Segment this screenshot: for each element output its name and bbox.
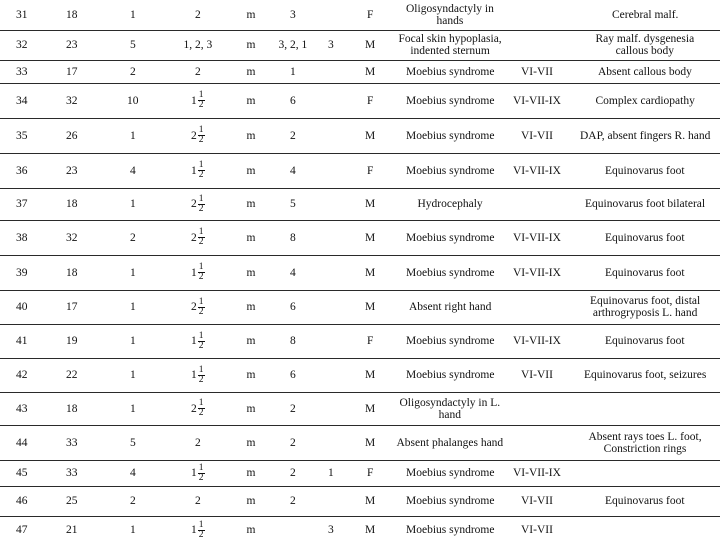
cell-c4 <box>191 521 205 540</box>
cell-c9: Focal skin hypoplasia, indented sternum <box>398 33 502 57</box>
cell-c6: 2 <box>290 436 296 449</box>
cell-c10: VI-VII <box>521 129 553 142</box>
row-divider <box>0 255 720 256</box>
cell-c8: M <box>365 198 376 210</box>
cell-c9: Hydrocephaly <box>417 198 483 210</box>
cell-c11: Equinovarus foot bilateral <box>585 198 706 210</box>
cell-c8: M <box>365 65 376 78</box>
cell-c2: 17 <box>66 65 78 78</box>
cell-c4: 2 <box>195 65 201 78</box>
cell-c9: Moebius syndrome <box>406 129 495 142</box>
cell-c2: 22 <box>66 369 78 381</box>
row-divider <box>0 425 720 426</box>
cell-c10: VI-VII <box>521 65 553 78</box>
cell-c2: 19 <box>66 335 78 347</box>
cell-c3: 2 <box>130 65 136 78</box>
cell-c3: 2 <box>130 231 136 244</box>
cell-c2: 26 <box>66 129 78 142</box>
cell-c11: Equinovarus foot <box>605 164 685 177</box>
cell-c3: 1 <box>130 524 136 536</box>
row-divider <box>0 290 720 291</box>
cell-c3: 4 <box>130 164 136 177</box>
row-divider <box>0 30 720 31</box>
cell-id: 34 <box>16 94 28 107</box>
cell-c5: m <box>246 9 256 21</box>
cell-c11: Equinovarus foot <box>605 231 685 244</box>
cell-c11: Cerebral malf. <box>612 9 679 21</box>
cell-c4 <box>191 195 205 214</box>
cell-c11: Complex cardiopathy <box>595 94 695 107</box>
cell-c6: 8 <box>290 335 296 347</box>
cell-c11: Equinovarus foot, seizures <box>584 369 707 381</box>
cell-c2: 32 <box>66 231 78 244</box>
cell-c11: Equinovarus foot <box>605 335 685 347</box>
cell-c3: 1 <box>130 266 136 279</box>
cell-c3: 1 <box>130 198 136 210</box>
cell-c4 <box>191 126 205 145</box>
cell-c7: 3 <box>328 39 334 51</box>
cell-c10: VI-VII-IX <box>513 335 561 347</box>
cell-c9: Moebius syndrome <box>406 266 495 279</box>
row-divider <box>0 118 720 119</box>
row-divider <box>0 460 720 461</box>
row-divider <box>0 392 720 393</box>
cell-c8: M <box>365 301 376 313</box>
cell-c11: Equinovarus foot, distal arthrogryposis L. hand <box>590 295 701 319</box>
cell-c9: Moebius syndrome <box>406 231 495 244</box>
mixed-fraction: 2 $\frac{1}{2}$ <box>191 398 204 418</box>
cell-c11: Equinovarus foot <box>605 266 685 279</box>
cell-c6: 5 <box>290 198 296 210</box>
mixed-fraction: 2 $\frac{1}{2}$ <box>191 296 204 317</box>
cell-c9: Moebius syndrome <box>406 524 495 536</box>
cell-c8: F <box>367 94 374 107</box>
cell-c10: VI-VII <box>521 495 553 507</box>
cell-c3: 1 <box>130 9 136 21</box>
cell-c4 <box>191 298 205 317</box>
cell-c11: DAP, absent fingers R. hand <box>580 129 711 142</box>
cell-c2: 33 <box>66 436 78 449</box>
cell-c6: 6 <box>290 94 296 107</box>
cell-c5: m <box>246 65 256 78</box>
cell-c2: 23 <box>66 39 78 51</box>
cell-c2: 23 <box>66 164 78 177</box>
cell-c3: 1 <box>130 369 136 381</box>
cell-c9: Moebius syndrome <box>406 369 495 381</box>
cell-c10: VI-VII-IX <box>513 231 561 244</box>
cell-c2: 18 <box>66 402 78 415</box>
cell-c8: F <box>367 335 374 347</box>
cell-c2: 32 <box>66 94 78 107</box>
row-divider <box>0 188 720 189</box>
cell-c5: m <box>246 231 256 244</box>
cell-c7: 1 <box>328 467 334 479</box>
cell-c3: 1 <box>130 301 136 313</box>
cell-c7: 3 <box>328 524 334 536</box>
cell-c6: 6 <box>290 301 296 313</box>
cell-c9: Moebius syndrome <box>406 495 495 507</box>
cell-c4 <box>191 263 205 282</box>
mixed-fraction: 1 $\frac{1}{2}$ <box>191 160 204 180</box>
mixed-fraction: 1 $\frac{1}{2}$ <box>191 330 204 351</box>
cell-c3: 1 <box>130 335 136 347</box>
cell-c6: 3, 2, 1 <box>278 39 308 51</box>
cell-c4 <box>191 332 205 351</box>
cell-c5: m <box>246 402 256 415</box>
cell-c11: Equinovarus foot <box>605 495 685 507</box>
mixed-fraction: 2 $\frac{1}{2}$ <box>191 125 204 145</box>
cell-c10: VI-VII <box>521 524 553 536</box>
cell-c4: 2 <box>195 9 201 21</box>
cell-c10: VI-VII-IX <box>513 94 561 107</box>
cell-c6: 4 <box>290 266 296 279</box>
cell-id: 45 <box>16 467 28 479</box>
cell-c4: 2 <box>195 436 201 449</box>
mixed-fraction: 1 $\frac{1}{2}$ <box>191 519 204 540</box>
cell-c4 <box>191 366 205 385</box>
cell-c5: m <box>246 266 256 279</box>
cell-id: 38 <box>16 231 28 244</box>
cell-c2: 18 <box>66 198 78 210</box>
cell-c5: m <box>246 164 256 177</box>
cell-c9: Moebius syndrome <box>406 467 495 479</box>
cell-c5: m <box>246 94 256 107</box>
cell-c2: 17 <box>66 301 78 313</box>
row-divider <box>0 486 720 487</box>
cell-c3: 4 <box>130 467 136 479</box>
cell-id: 35 <box>16 129 28 142</box>
cell-c6: 1 <box>290 65 296 78</box>
cell-c5: m <box>246 198 256 210</box>
cell-c5: m <box>246 369 256 381</box>
cell-c8: M <box>365 369 376 381</box>
cell-c8: F <box>367 467 374 479</box>
mixed-fraction: 1 $\frac{1}{2}$ <box>191 462 204 483</box>
cell-c9: Moebius syndrome <box>406 94 495 107</box>
cell-id: 36 <box>16 164 28 177</box>
cell-c4 <box>191 399 205 418</box>
cell-c8: M <box>365 129 376 142</box>
row-divider <box>0 153 720 154</box>
cell-c9: Absent phalanges hand <box>396 436 504 449</box>
cell-c2: 21 <box>66 524 78 536</box>
cell-id: 46 <box>16 495 28 507</box>
cell-c3: 5 <box>130 436 136 449</box>
mixed-fraction: 1 $\frac{1}{2}$ <box>191 262 204 282</box>
cell-c6: 2 <box>290 129 296 142</box>
cell-c2: 18 <box>66 9 78 21</box>
cell-id: 39 <box>16 266 28 279</box>
cell-c3: 2 <box>130 495 136 507</box>
cell-c10: VI-VII-IX <box>513 266 561 279</box>
cell-c6: 3 <box>290 9 296 21</box>
row-divider <box>0 358 720 359</box>
cell-c8: F <box>367 164 374 177</box>
mixed-fraction: 2 $\frac{1}{2}$ <box>191 227 204 247</box>
cell-c6: 2 <box>290 402 296 415</box>
cell-c8: M <box>365 231 376 244</box>
cell-c6: 2 <box>290 495 296 507</box>
cell-c8: M <box>365 524 376 536</box>
cell-c4: 2 <box>195 495 201 507</box>
cell-c8: M <box>365 436 376 449</box>
cell-id: 33 <box>16 65 28 78</box>
cell-id: 32 <box>16 39 28 51</box>
cell-c5: m <box>246 467 256 479</box>
cell-c5: m <box>246 495 256 507</box>
cell-c9: Oligosyndactyly in hands <box>406 3 494 27</box>
cell-c3: 5 <box>130 39 136 51</box>
cell-c9: Absent right hand <box>409 301 492 313</box>
cell-c3: 1 <box>130 129 136 142</box>
cell-c5: m <box>246 301 256 313</box>
cell-c4 <box>191 464 205 483</box>
cell-c10: VI-VII-IX <box>513 467 561 479</box>
cell-c8: M <box>365 266 376 279</box>
cell-id: 44 <box>16 436 28 449</box>
cell-c10: VI-VII-IX <box>513 164 561 177</box>
cell-c3: 10 <box>127 94 139 107</box>
cell-c8: F <box>367 9 374 21</box>
cell-c4 <box>191 91 205 110</box>
cell-c6: 4 <box>290 164 296 177</box>
cell-c9: Oligosyndactyly in L. hand <box>399 396 501 421</box>
cell-c4 <box>191 161 205 180</box>
cell-c3: 1 <box>130 402 136 415</box>
cell-c5: m <box>246 524 256 536</box>
row-divider <box>0 220 720 221</box>
mixed-fraction: 1 $\frac{1}{2}$ <box>191 90 204 110</box>
cell-c2: 33 <box>66 467 78 479</box>
row-divider <box>0 516 720 517</box>
cell-c8: M <box>365 39 376 51</box>
cell-c11: Ray malf. dysgenesia callous body <box>595 33 695 57</box>
cell-c11: Absent callous body <box>598 65 692 78</box>
cell-c9: Moebius syndrome <box>406 335 495 347</box>
mixed-fraction: 2 $\frac{1}{2}$ <box>191 193 204 214</box>
cell-c5: m <box>246 436 256 449</box>
row-divider <box>0 324 720 325</box>
cell-id: 41 <box>16 335 28 347</box>
cell-id: 40 <box>16 301 28 313</box>
row-divider <box>0 60 720 61</box>
cell-c6: 6 <box>290 369 296 381</box>
cell-c5: m <box>246 129 256 142</box>
cell-c5: m <box>246 39 256 51</box>
cell-id: 47 <box>16 524 28 536</box>
cell-c5: m <box>246 335 256 347</box>
cell-c8: M <box>365 495 376 507</box>
cell-c9: Moebius syndrome <box>406 65 495 78</box>
cell-id: 42 <box>16 369 28 381</box>
row-divider <box>0 83 720 84</box>
cell-id: 37 <box>16 198 28 210</box>
cell-c8: M <box>365 402 376 415</box>
cell-c6: 2 <box>290 467 296 479</box>
cell-c4: 1, 2, 3 <box>183 39 213 51</box>
cell-c4 <box>191 228 205 247</box>
cell-c11: Absent rays toes L. foot, Constriction rings <box>588 430 702 455</box>
cell-c10: VI-VII <box>521 369 553 381</box>
mixed-fraction: 1 $\frac{1}{2}$ <box>191 364 204 385</box>
cell-id: 31 <box>16 9 28 21</box>
cell-c9: Moebius syndrome <box>406 164 495 177</box>
cell-c2: 18 <box>66 266 78 279</box>
cell-id: 43 <box>16 402 28 415</box>
cell-c6: 8 <box>290 231 296 244</box>
cell-c2: 25 <box>66 495 78 507</box>
